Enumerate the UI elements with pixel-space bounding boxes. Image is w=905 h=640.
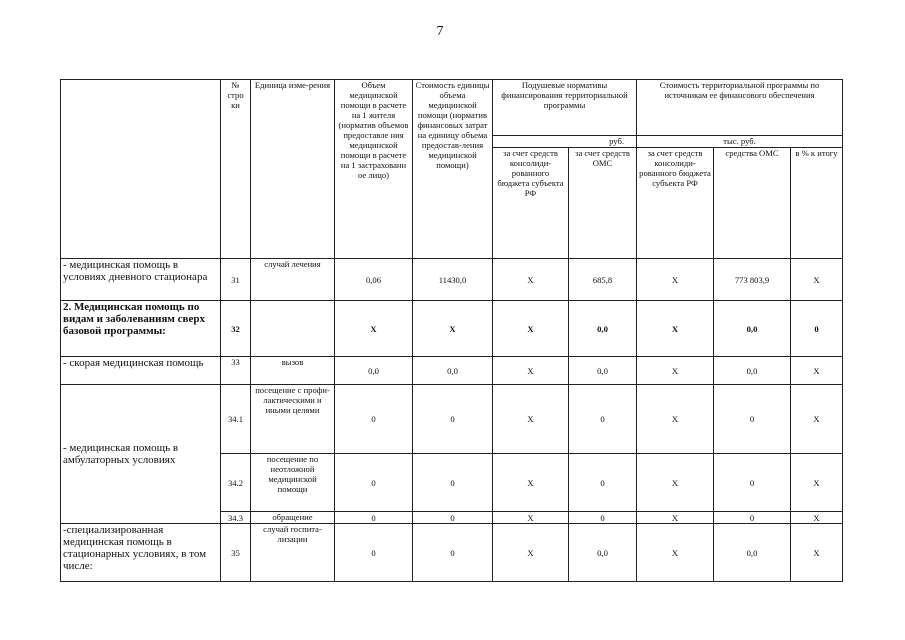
table-row — [61, 259, 843, 301]
row-budget: Х — [493, 301, 569, 357]
header-budget: за счет средств консолиди-рованного бюджета субъекта РФ — [493, 148, 569, 259]
row-unit — [251, 301, 335, 357]
row-oms: 0,0 — [569, 301, 637, 357]
row-cost: 0 — [413, 454, 493, 512]
row-no: 34.3 — [221, 512, 251, 524]
row-cost: Х — [413, 301, 493, 357]
row-percent: Х — [791, 512, 843, 524]
row-oms: 0,0 — [569, 357, 637, 385]
row-no: 32 — [221, 301, 251, 357]
row-unit: обращение — [251, 512, 335, 524]
header-per-capita: Подушевые нормативы финансирования территориальной программы — [493, 80, 637, 136]
row-unit: посещение по неотложной медицинской помощи — [251, 454, 335, 512]
row-oms-2: 0,0 — [714, 301, 791, 357]
row-cost: 0 — [413, 512, 493, 524]
row-budget-2: Х — [637, 512, 714, 524]
row-no: 35 — [221, 524, 251, 582]
row-budget-2: Х — [637, 301, 714, 357]
row-budget-2: Х — [637, 357, 714, 385]
row-percent: Х — [791, 385, 843, 454]
row-oms: 0 — [569, 454, 637, 512]
row-budget: Х — [493, 259, 569, 301]
row-budget-2: Х — [637, 524, 714, 582]
table-row — [61, 385, 843, 454]
header-oms-2: средства ОМС — [714, 148, 791, 259]
header-budget-2: за счет средств консолиди-рованного бюджета субъекта РФ — [637, 148, 714, 259]
row-oms-2: 0 — [714, 454, 791, 512]
row-label: - медицинская помощь в амбулаторных условиях — [61, 385, 221, 524]
row-cost: 11430,0 — [413, 259, 493, 301]
row-oms-2: 0 — [714, 385, 791, 454]
row-label: - медицинская помощь в условиях дневного стационара — [61, 259, 221, 301]
row-no: 31 — [221, 259, 251, 301]
row-label: 2. Медицинская помощь по видам и заболеваниям сверх базовой программы: — [61, 301, 221, 357]
row-cost: 0 — [413, 385, 493, 454]
header-row-1 — [61, 80, 843, 136]
row-cost: 0,0 — [413, 357, 493, 385]
row-percent: Х — [791, 454, 843, 512]
header-thousand-rub: тыс. руб. — [637, 136, 843, 148]
header-cost: Стоимость единицы объема медицинской помощи (норматив финансовых затрат на единицу объема предостав-ления медицинской помощи) — [413, 80, 493, 259]
row-volume: 0 — [335, 524, 413, 582]
row-volume: 0 — [335, 385, 413, 454]
row-unit: посещение с профи-лактическими и иными целями — [251, 385, 335, 454]
row-oms: 685,8 — [569, 259, 637, 301]
row-oms: 0 — [569, 385, 637, 454]
row-oms-2: 0 — [714, 512, 791, 524]
row-unit: случай госпита-лизации — [251, 524, 335, 582]
row-no: 34.2 — [221, 454, 251, 512]
financing-table — [60, 79, 843, 582]
row-oms-2: 0,0 — [714, 524, 791, 582]
row-label: - скорая медицинская помощь — [61, 357, 221, 385]
row-oms-2: 773 803,9 — [714, 259, 791, 301]
row-budget-2: Х — [637, 385, 714, 454]
row-no: 33 — [221, 357, 251, 385]
row-budget: Х — [493, 512, 569, 524]
row-volume: Х — [335, 301, 413, 357]
row-volume: 0,06 — [335, 259, 413, 301]
row-no: 34.1 — [221, 385, 251, 454]
row-volume: 0 — [335, 454, 413, 512]
row-oms: 0,0 — [569, 524, 637, 582]
header-row-no: № стро ки — [221, 80, 251, 259]
header-percent: в % к итогу — [791, 148, 843, 259]
row-cost: 0 — [413, 524, 493, 582]
page-number: 7 — [436, 24, 444, 39]
header-unit: Единица изме-рения — [251, 80, 335, 259]
row-oms-2: 0,0 — [714, 357, 791, 385]
row-volume: 0 — [335, 512, 413, 524]
row-budget: Х — [493, 385, 569, 454]
row-unit: случай лечения — [251, 259, 335, 301]
row-percent: 0 — [791, 301, 843, 357]
row-budget: Х — [493, 357, 569, 385]
header-rub: руб. — [493, 136, 637, 148]
header-name-cell — [61, 80, 221, 259]
header-oms: за счет средств ОМС — [569, 148, 637, 259]
row-budget-2: Х — [637, 259, 714, 301]
row-percent: Х — [791, 357, 843, 385]
header-volume: Объем медицинской помощи в расчете на 1 жителя (норматив объемов предоставле ния медицинской помощи в расчете на 1 застрахованн ое лицо) — [335, 80, 413, 259]
row-budget: Х — [493, 454, 569, 512]
row-budget: Х — [493, 524, 569, 582]
table-row — [61, 524, 843, 582]
table-row — [61, 301, 843, 357]
row-volume: 0,0 — [335, 357, 413, 385]
table-row — [61, 357, 843, 385]
row-percent: Х — [791, 524, 843, 582]
row-percent: Х — [791, 259, 843, 301]
row-oms: 0 — [569, 512, 637, 524]
row-label: -специализированная медицинская помощь в стационарных условиях, в том числе: — [61, 524, 221, 582]
header-territorial-cost: Стоимость территориальной программы по источникам ее финансового обеспечения — [637, 80, 843, 136]
row-budget-2: Х — [637, 454, 714, 512]
row-unit: вызов — [251, 357, 335, 385]
